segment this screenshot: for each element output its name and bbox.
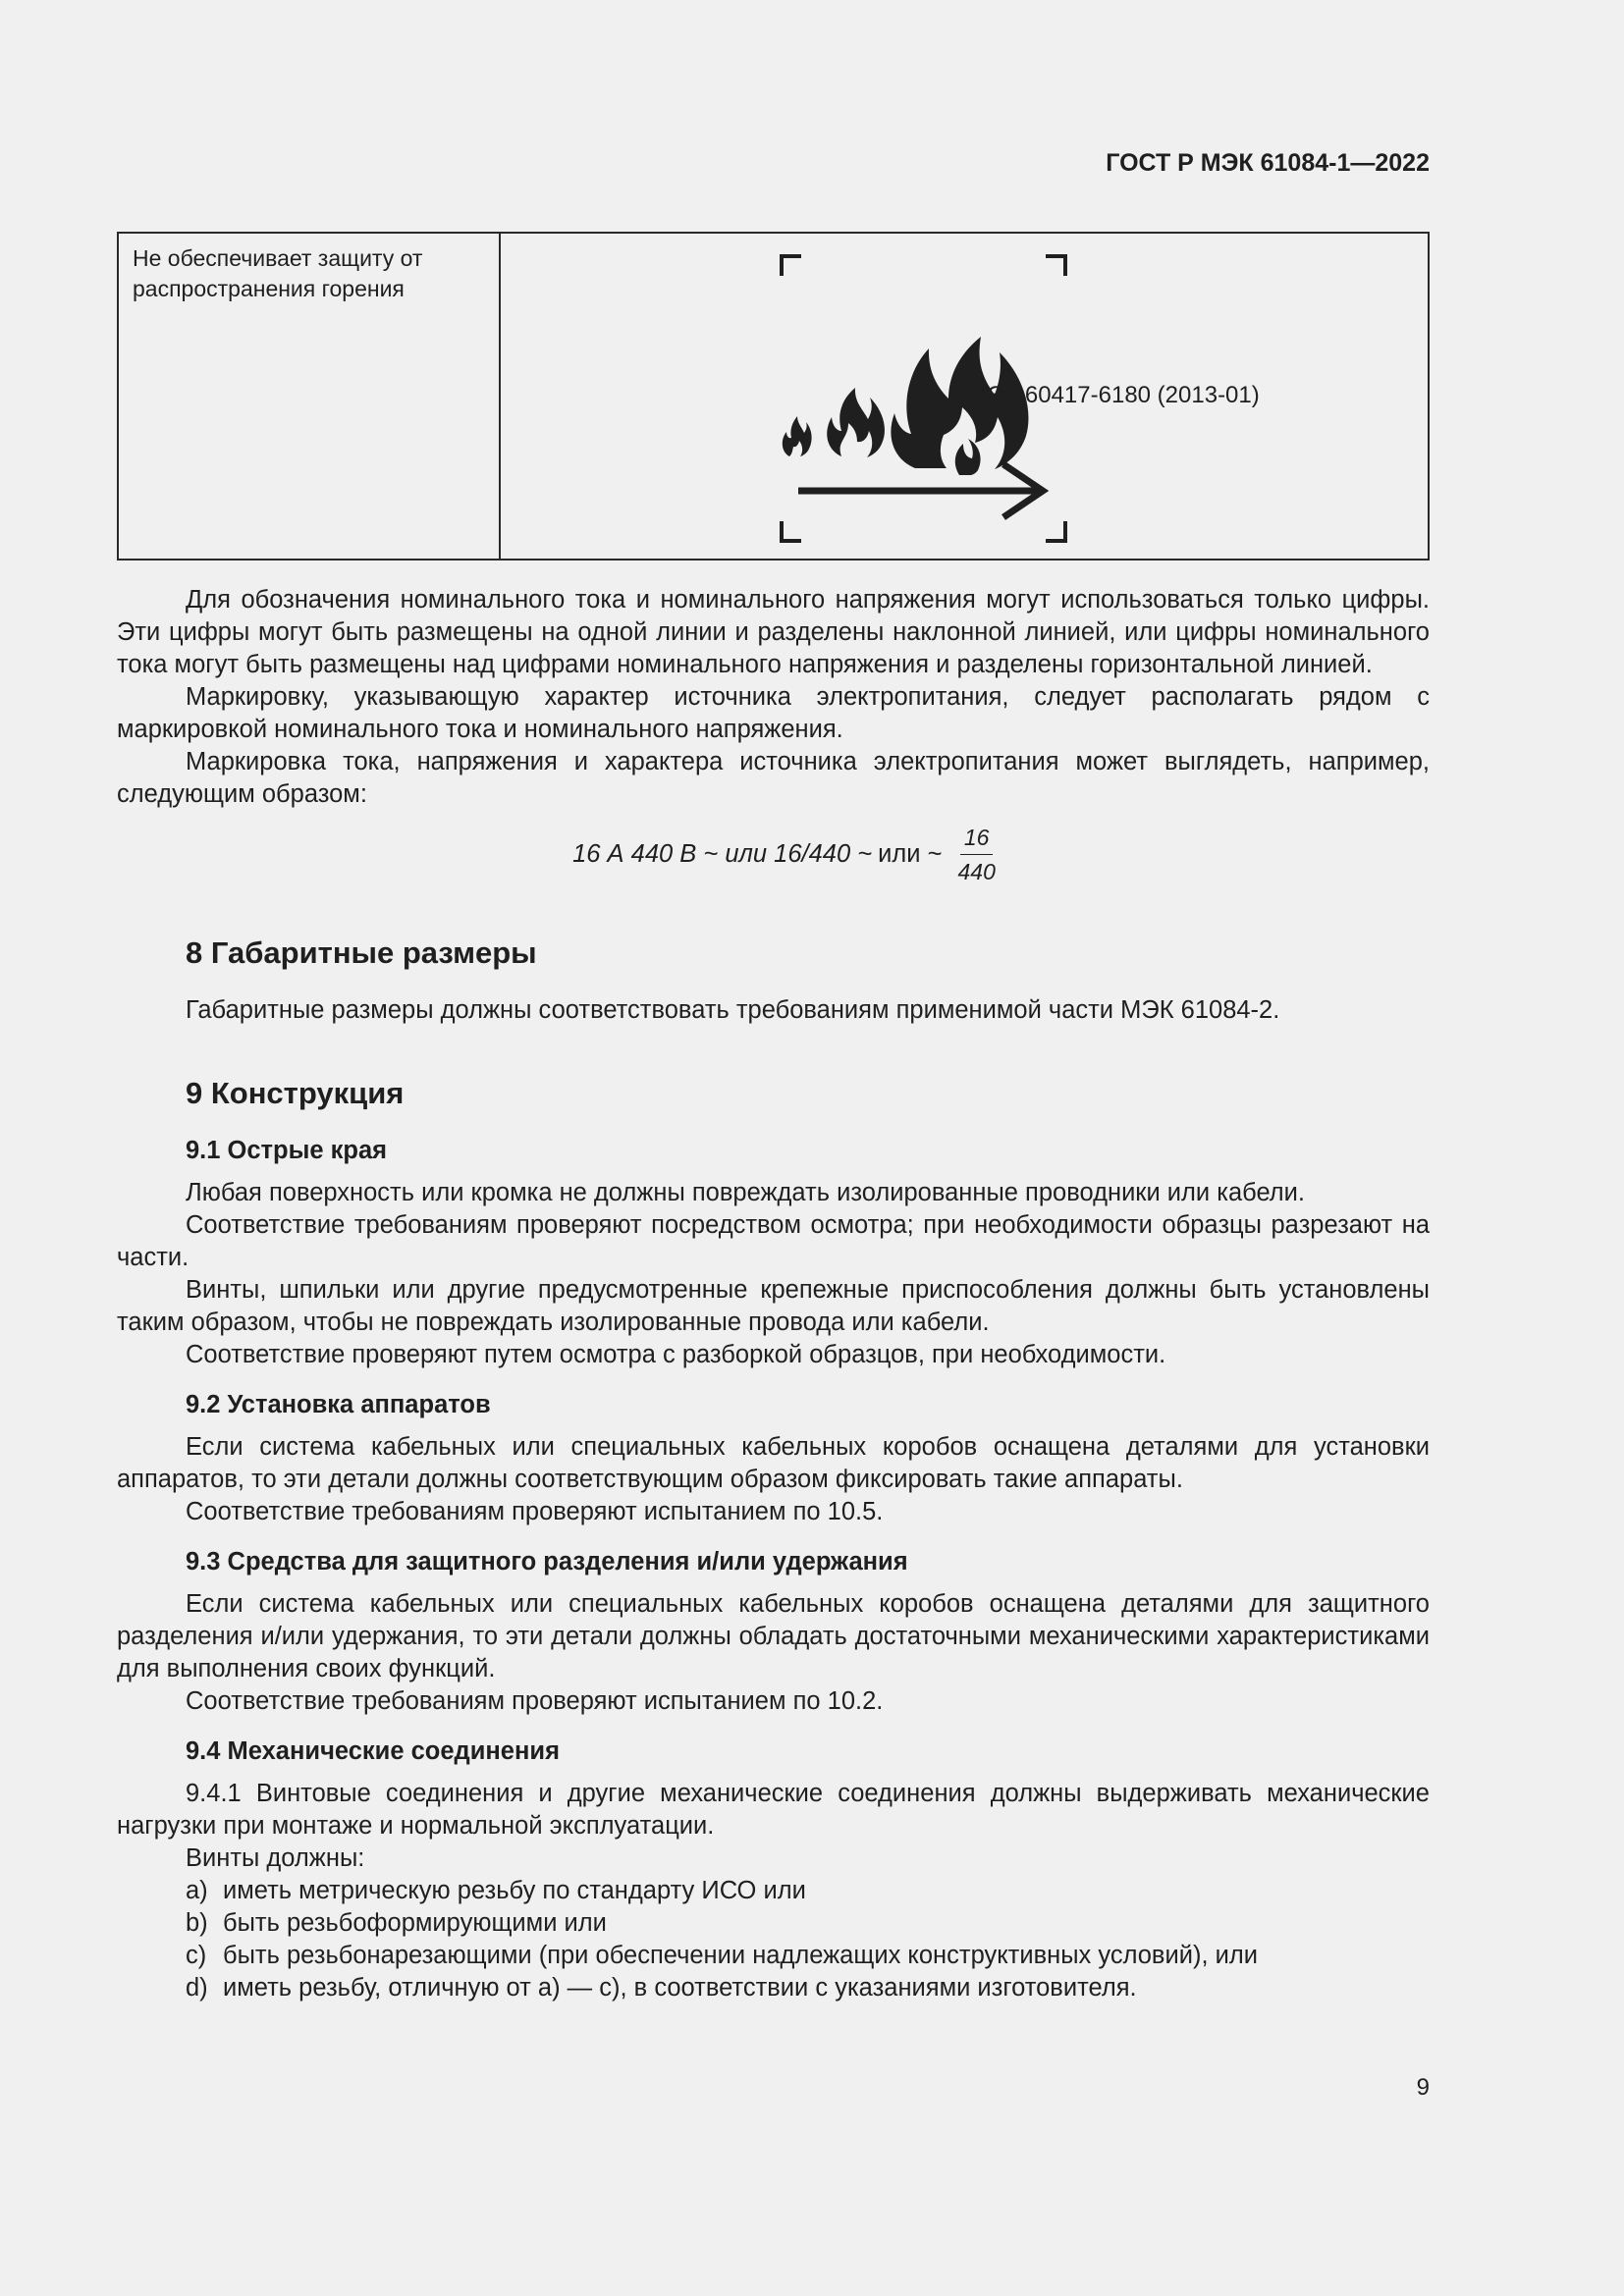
screw-requirements-list <box>117 1875 1430 2004</box>
paragraph: Соответствие проверяют путем осмотра с разборкой образцов, при необходимости. <box>186 1341 1166 1368</box>
table-divider <box>499 234 501 559</box>
formula-denominator: 440 <box>957 859 996 884</box>
intro-paragraph: Для обозначения номинального тока и номинального напряжения могут использоваться только цифры. Эти цифры могут быть размещены на одной линии и разделены наклонной линией, или цифры номинального тока могут быть размещены над цифрами номинального напряжения и разделены горизонтальной линией. <box>117 586 1430 678</box>
paragraph: Любая поверхность или кромка не должны повреждать изолированные проводники или кабели. <box>186 1179 1306 1206</box>
paragraph: Соответствие требованиям проверяют испытанием по 10.2. <box>186 1687 884 1715</box>
list-item <box>117 1907 1430 1940</box>
list-item <box>117 1875 1430 1907</box>
standard-designation: ГОСТ Р МЭК 61084-1—2022 <box>1106 149 1430 177</box>
list-marker: c) <box>186 1942 207 1969</box>
list-marker: b) <box>186 1909 208 1937</box>
paragraph: Винты должны: <box>186 1844 365 1872</box>
paragraph: Соответствие требованиям проверяют испытанием по 10.5. <box>186 1498 884 1525</box>
list-item-text: иметь метрическую резьбу по стандарту ИСО или <box>223 1877 806 1904</box>
intro-paragraph: Маркировка тока, напряжения и характера источника электропитания может выглядеть, например, следующим образом: <box>117 748 1430 808</box>
list-item <box>117 1972 1430 2004</box>
subsection-9-3-heading: 9.3 Средства для защитного разделения и/или удержания <box>186 1548 908 1575</box>
list-item <box>117 1940 1430 1972</box>
paragraph: Если система кабельных или специальных кабельных коробов оснащена деталями для защитного разделения и/или удержания, то эти детали должны обладать достаточными механическими характеристиками для выполнения своих функций. <box>117 1590 1430 1682</box>
formula-numerator: 16 <box>960 823 994 855</box>
symbol-description: Не обеспечивает защиту от распространения горения <box>133 245 423 301</box>
document-body <box>117 584 1430 2004</box>
paragraph: 9.4.1 Винтовые соединения и другие механические соединения должны выдерживать механические нагрузки при монтаже и нормальной эксплуатации. <box>117 1780 1430 1840</box>
subsection-9-4-heading: 9.4 Механические соединения <box>186 1737 560 1765</box>
symbol-reference: МЭК 60417-6180 (2013-01) <box>968 382 1260 408</box>
paragraph: Винты, шпильки или другие предусмотренные крепежные приспособления должны быть установлены таким образом, чтобы не повреждать изолированные провода или кабели. <box>117 1276 1430 1336</box>
subsection-9-1-heading: 9.1 Острые края <box>186 1137 388 1164</box>
section-8-text: Габаритные размеры должны соответствовать требованиям применимой части МЭК 61084-2. <box>186 996 1280 1024</box>
list-marker: d) <box>186 1974 208 2002</box>
formula-left: 16 А 440 В ~ или 16/440 ~ <box>572 840 873 868</box>
paragraph: Если система кабельных или специальных кабельных коробов оснащена деталями для установки аппаратов, то эти детали должны соответствующим образом фиксировать такие аппараты. <box>117 1433 1430 1493</box>
intro-paragraph: Маркировку, указывающую характер источника электропитания, следует располагать рядом с маркировкой номинального тока и номинального напряжения. <box>117 683 1430 743</box>
list-item-text: быть резьбоформирующими или <box>223 1909 607 1937</box>
list-item-text: быть резьбонарезающими (при обеспечении надлежащих конструктивных условий), или <box>223 1942 1258 1969</box>
list-marker: a) <box>186 1877 208 1904</box>
symbol-table <box>117 232 1430 561</box>
formula-connector: или ~ <box>878 840 943 868</box>
marking-formula <box>117 823 1430 886</box>
formula-fraction <box>954 823 1000 886</box>
section-8-heading: 8 Габаритные размеры <box>186 935 537 970</box>
subsection-9-2-heading: 9.2 Установка аппаратов <box>186 1391 491 1418</box>
list-item-text: иметь резьбу, отличную от а) — с), в соответствии с указаниями изготовителя. <box>223 1974 1137 2002</box>
page-number: 9 <box>1416 2074 1430 2101</box>
section-9-heading: 9 Конструкция <box>186 1076 405 1110</box>
paragraph: Соответствие требованиям проверяют посредством осмотра; при необходимости образцы разрезают на части. <box>117 1211 1430 1271</box>
